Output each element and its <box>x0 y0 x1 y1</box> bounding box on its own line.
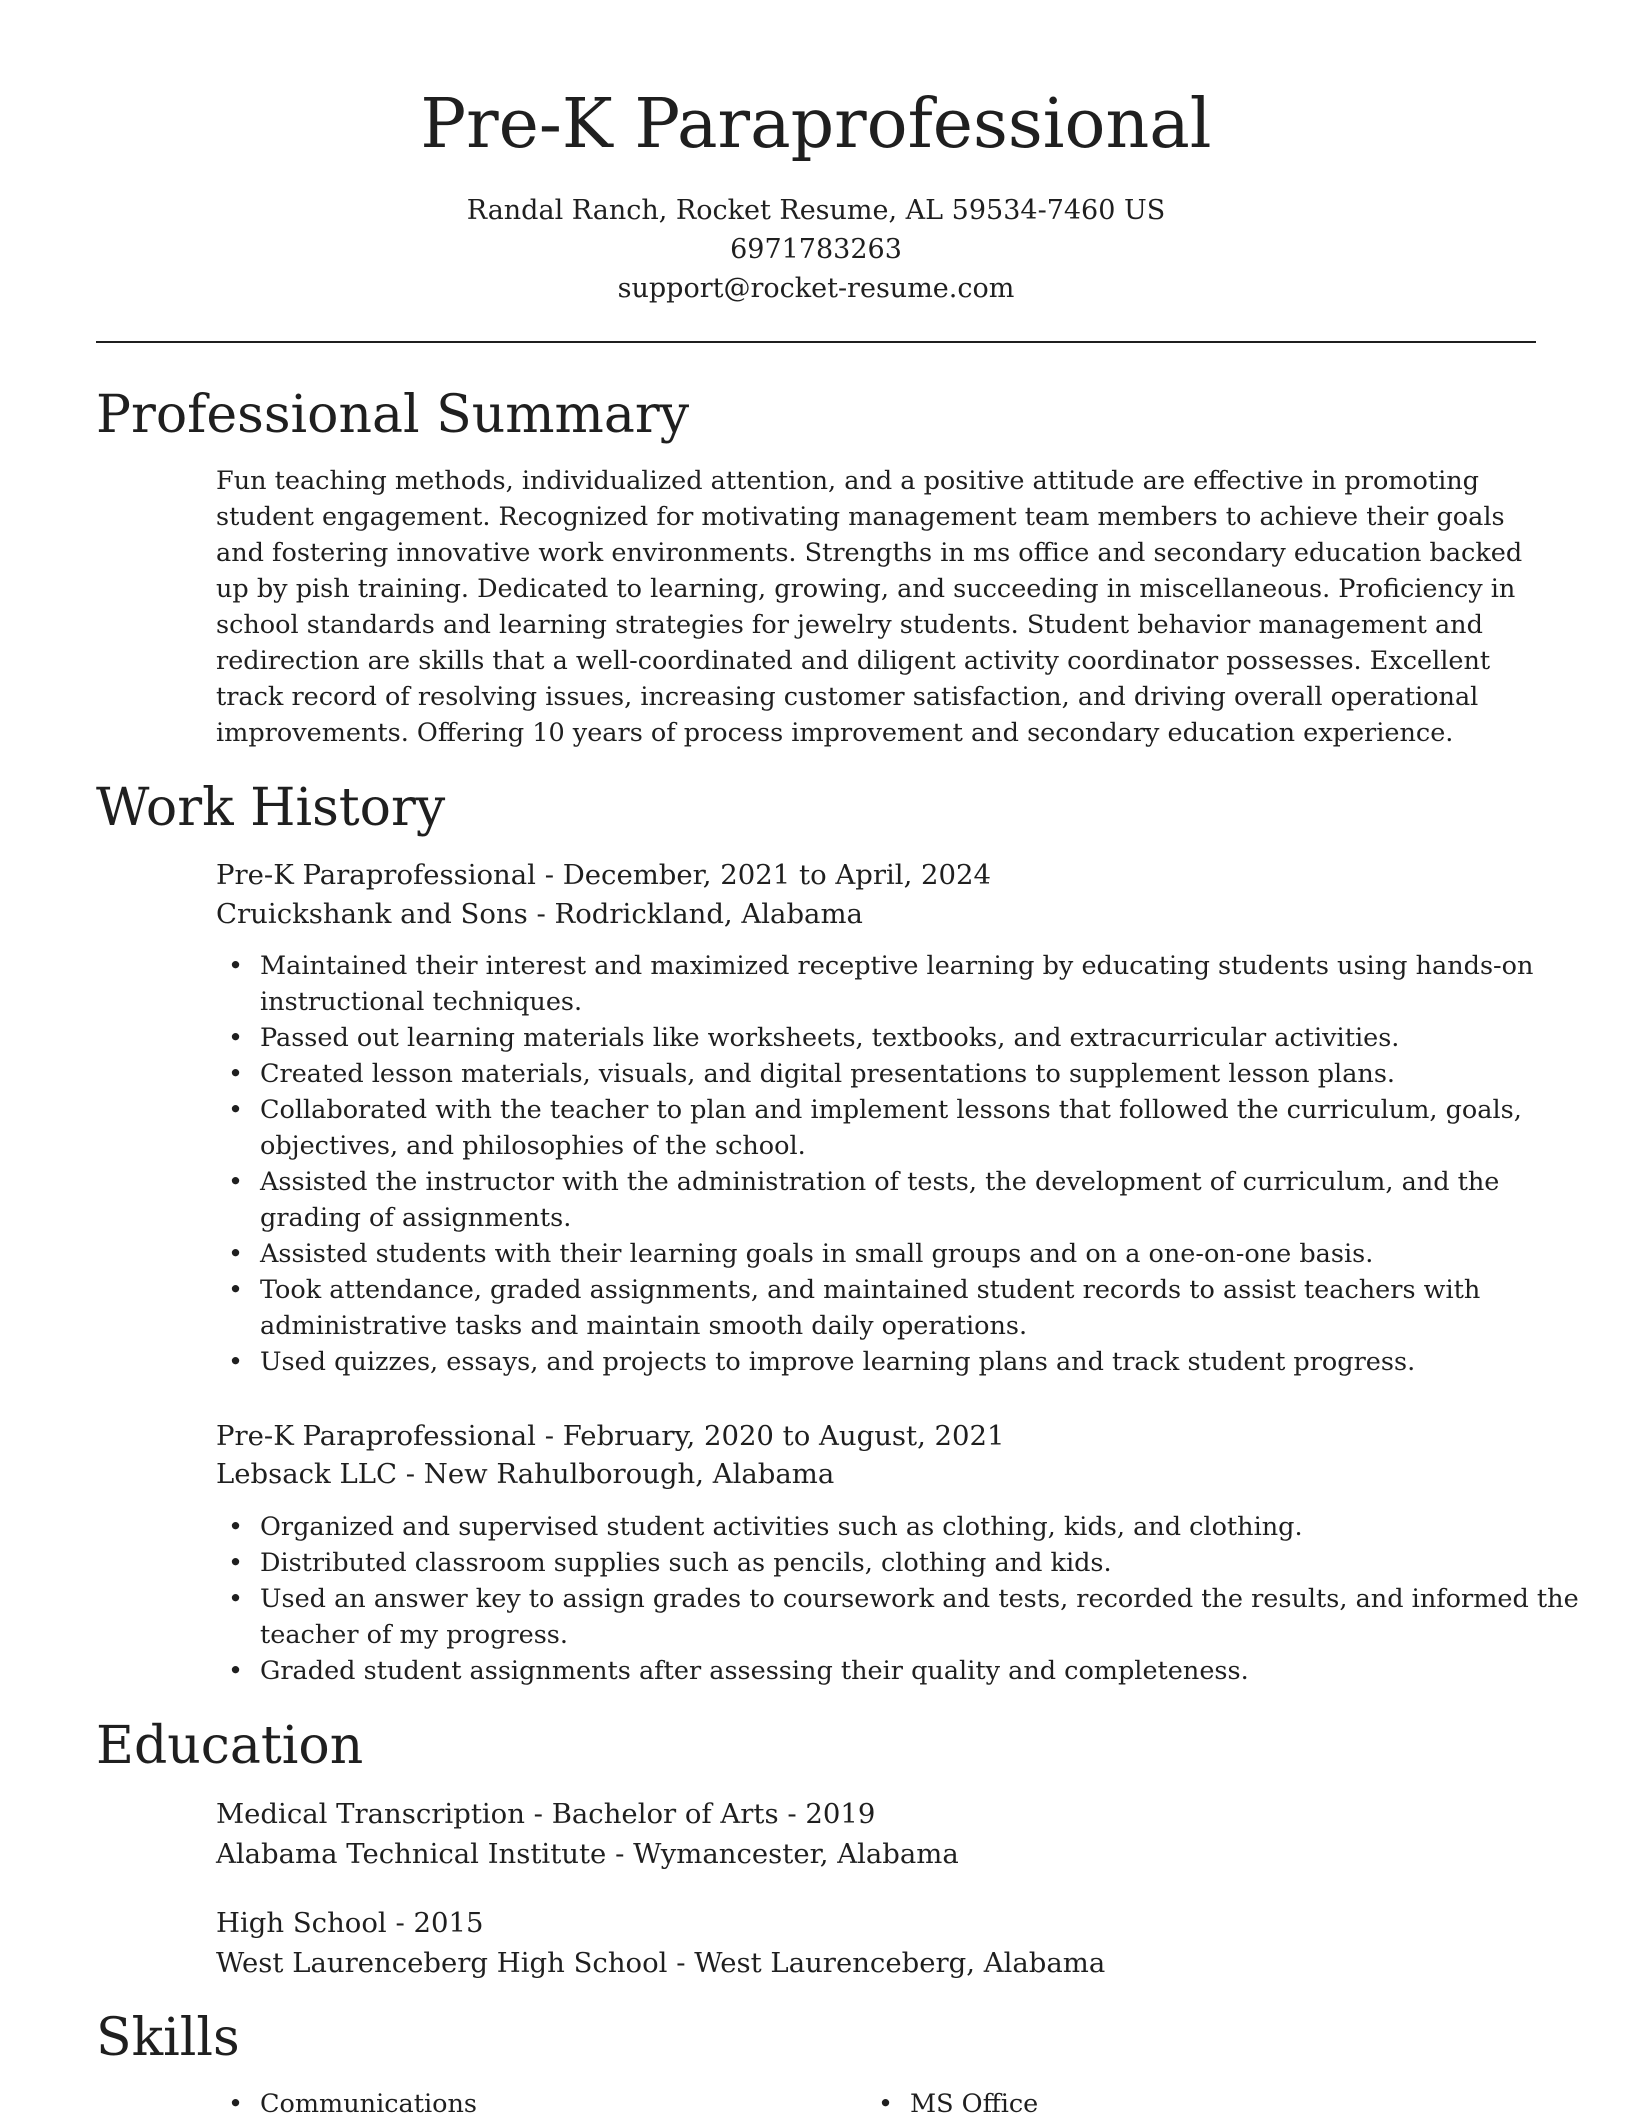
summary-text: Fun teaching methods, individualized attention, and a positive attitude are effective in promoting student engagement. Recognized for motivating management team members to achieve their goals and fostering innovative work environments. Strengths in ms office and secondary education backed up by pish training. Dedicated to learning, growing, and succeeding in miscellaneous. Proficiency in school standards and learning strategies for jewelry students. Student behavior management and redirection are skills that a well-coordinated and diligent activity coordinator possesses. Excellent track record of resolving issues, increasing customer satisfaction, and driving overall operational improvements. Offering 10 years of process improvement and secondary education experience. <box>216 466 1523 748</box>
education-location: - Wymancester, Alabama <box>606 1838 959 1870</box>
skills-list-right <box>866 2086 1510 2122</box>
education-degree-line <box>216 1903 1536 1943</box>
job-dates: - December, 2021 to April, 2024 <box>535 859 992 891</box>
education-school: Alabama Technical Institute <box>216 1838 607 1870</box>
job-duties-list <box>216 948 1580 1380</box>
header-divider <box>96 341 1536 343</box>
list-item: • Graded student assignments after assessing their quality and completeness. <box>260 1653 1580 1689</box>
job-duties-list <box>216 1509 1580 1689</box>
list-item: • Used quizzes, essays, and projects to improve learning plans and track student progress. <box>260 1344 1580 1380</box>
job-dates: - February, 2020 to August, 2021 <box>535 1420 1005 1452</box>
section-heading-skills: Skills <box>96 2008 240 2068</box>
education-degree: Medical Transcription - Bachelor of Arts <box>216 1798 779 1830</box>
resume-title: Pre-K Paraprofessional <box>420 85 1212 164</box>
education-location: - West Laurenceberg, Alabama <box>667 1947 1106 1979</box>
list-item: • Used an answer key to assign grades to coursework and tests, recorded the results, and informed the teacher of my progress. <box>260 1581 1580 1653</box>
job-company-line <box>216 894 1536 934</box>
list-item: • Collaborated with the teacher to plan and implement lessons that followed the curriculum, goals, objectives, and philosophies of the school. <box>260 1092 1580 1164</box>
list-item: • Maintained their interest and maximized receptive learning by educating students using hands-on instructional techniques. <box>260 948 1580 1020</box>
list-item: • Created lesson materials, visuals, and digital presentations to supplement lesson plans. <box>260 1056 1580 1092</box>
education-school-line <box>216 1943 1536 1983</box>
list-item: • Passed out learning materials like worksheets, textbooks, and extracurricular activities. <box>260 1020 1580 1056</box>
job-location: - Rodrickland, Alabama <box>527 898 863 930</box>
education-school-line <box>216 1834 1536 1874</box>
list-item: • Organized and supervised student activities such as clothing, kids, and clothing. <box>260 1509 1580 1545</box>
contact-phone: 6971783263 <box>730 234 902 265</box>
education-year: - 2019 <box>778 1798 876 1830</box>
list-item: • Took attendance, graded assignments, and maintained student records to assist teachers with administrative tasks and maintain smooth daily operations. <box>260 1272 1580 1344</box>
contact-address: Randal Ranch, Rocket Resume, AL 59534-7460 US <box>466 195 1166 226</box>
job-company: Lebsack LLC <box>216 1458 398 1490</box>
skill-item: • MS Office <box>910 2086 1510 2122</box>
section-heading-summary: Professional Summary <box>96 385 690 445</box>
job-company: Cruickshank and Sons <box>216 898 528 930</box>
job-title-line <box>216 1416 1536 1456</box>
education-year: - 2015 <box>386 1907 484 1939</box>
job-location: - New Rahulborough, Alabama <box>397 1458 835 1490</box>
section-heading-work-history: Work History <box>96 778 446 838</box>
section-heading-education: Education <box>96 1716 364 1776</box>
job-company-line <box>216 1454 1536 1494</box>
job-title-line <box>216 855 1536 895</box>
education-school: West Laurenceberg High School <box>216 1947 668 1979</box>
education-degree: High School <box>216 1907 387 1939</box>
skill-item: • Communications <box>260 2086 860 2122</box>
education-degree-line <box>216 1794 1536 1834</box>
skills-list-left <box>216 2086 860 2122</box>
list-item: • Assisted the instructor with the administration of tests, the development of curriculum, and the grading of assignments. <box>260 1164 1580 1236</box>
contact-email: support@rocket-resume.com <box>617 273 1015 304</box>
job-title: Pre-K Paraprofessional <box>216 1420 536 1452</box>
list-item: • Assisted students with their learning goals in small groups and on a one-on-one basis. <box>260 1236 1580 1272</box>
job-title: Pre-K Paraprofessional <box>216 859 536 891</box>
list-item: • Distributed classroom supplies such as pencils, clothing and kids. <box>260 1545 1580 1581</box>
